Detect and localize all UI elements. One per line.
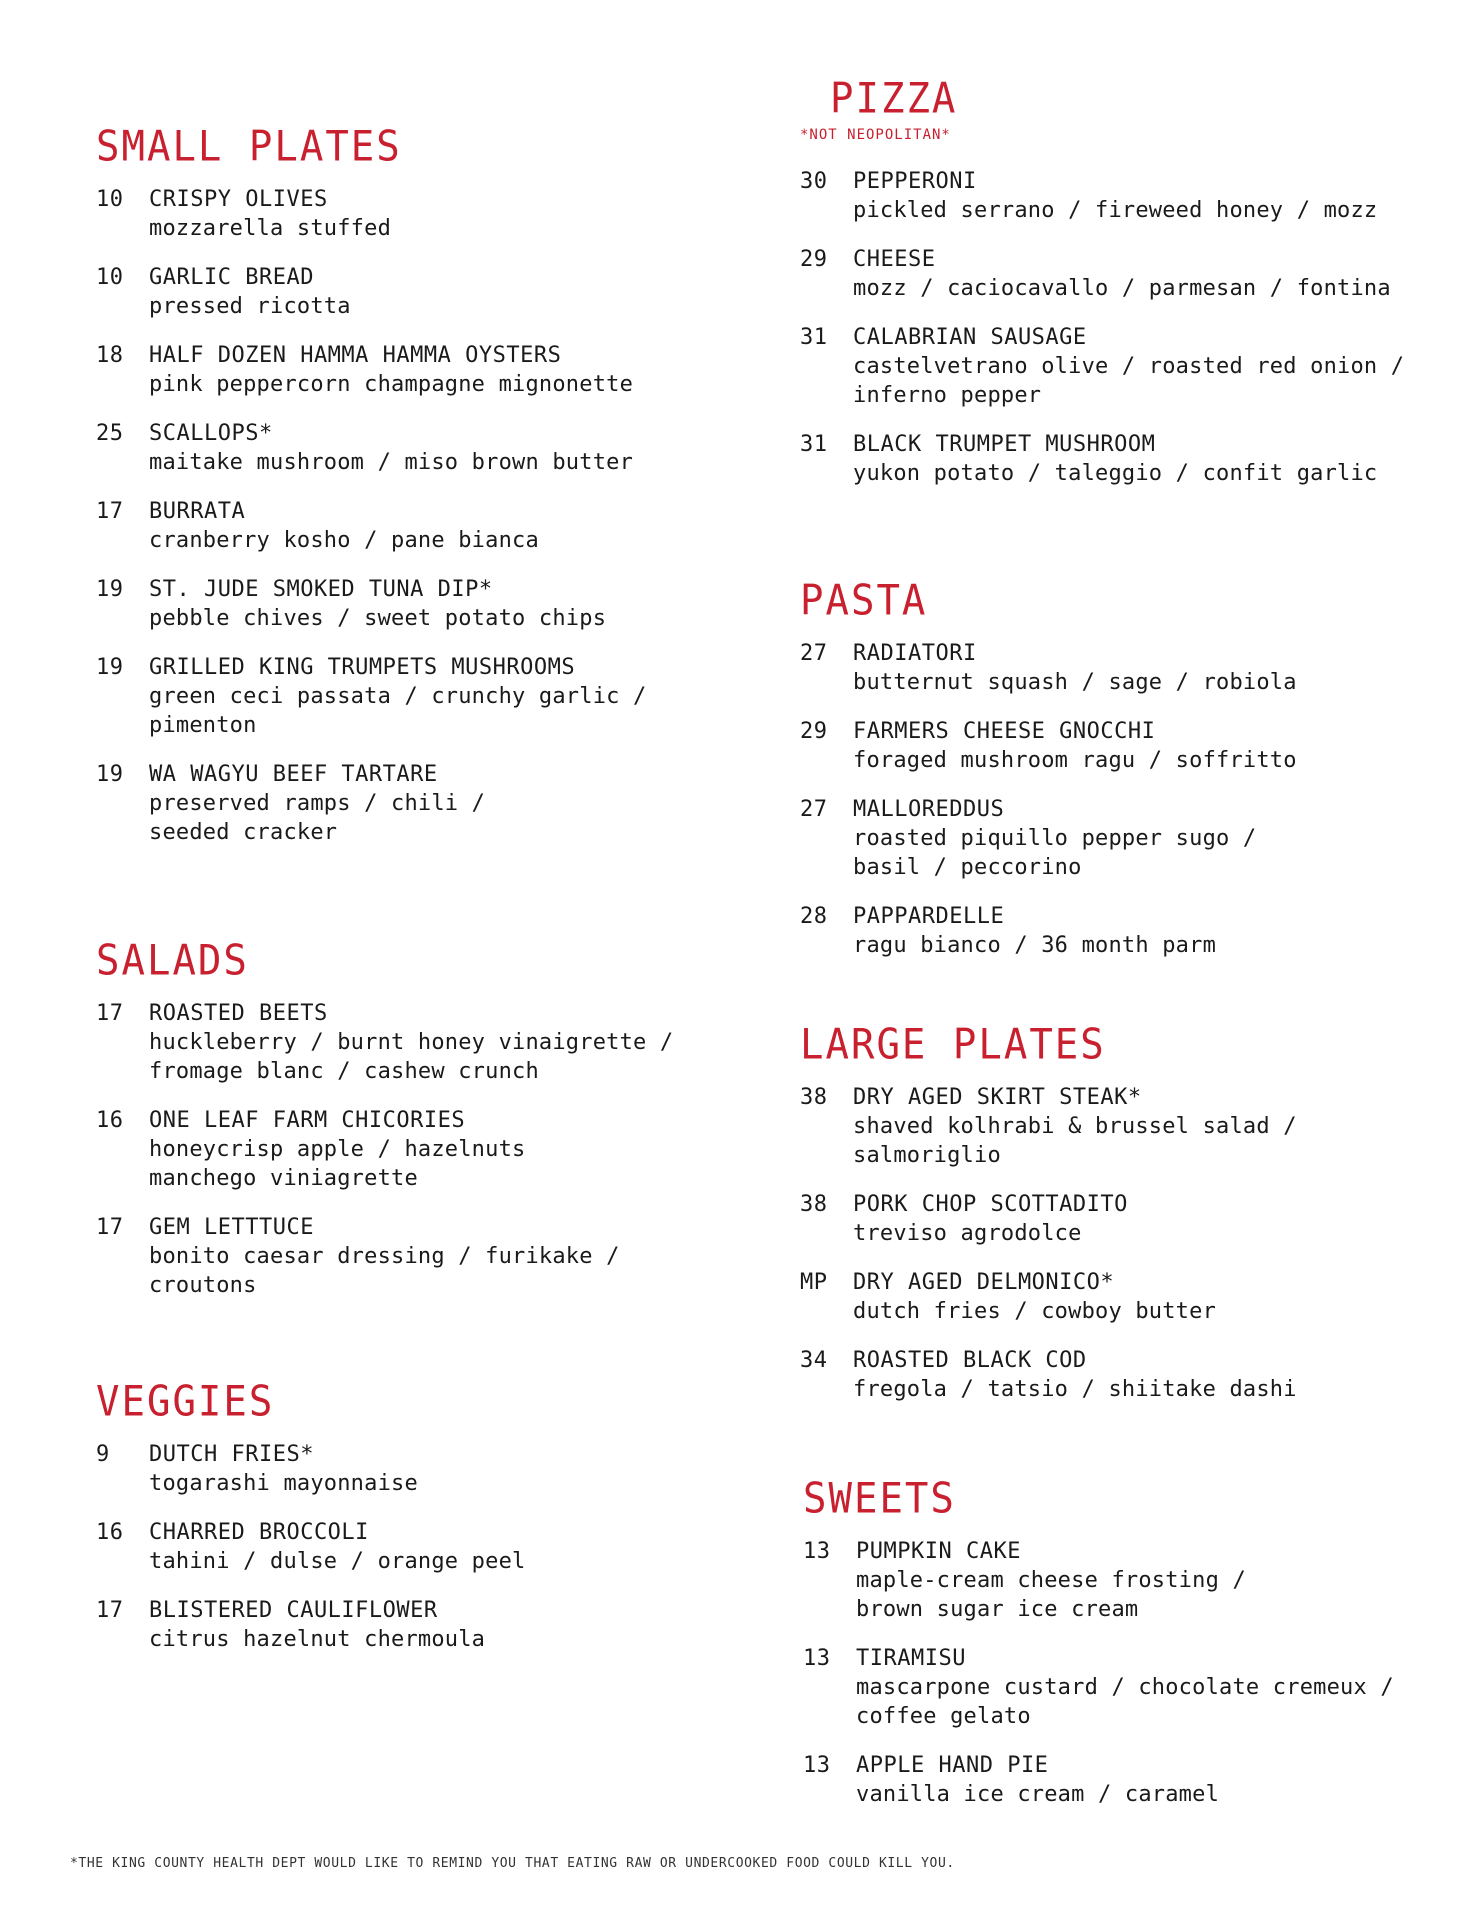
item-price: 19 [96,577,124,602]
item-name: CRISPY OLIVES [149,187,328,212]
item-price: 17 [96,499,124,524]
item-name: GARLIC BREAD [149,265,314,290]
item-body [853,902,1440,960]
item-description: pebble chives / sweet potato chips [149,606,607,631]
item-description-line-2: basil / peccorino [853,855,1082,880]
menu-list [800,167,1440,488]
item-body [853,639,1440,697]
item-body [149,999,716,1086]
item-price: 10 [96,187,124,212]
item-name: PORK CHOP SCOTTADITO [853,1192,1128,1217]
item-description-line-2: manchego viniagrette [149,1166,418,1191]
item-name: GEM LETTTUCE [149,1215,314,1240]
menu-item [800,245,1440,303]
item-description: honeycrisp apple / hazelnuts [149,1137,526,1162]
item-price: 16 [96,1108,124,1133]
item-body [856,1644,1443,1731]
item-body [149,1106,716,1193]
item-price: 17 [96,1001,124,1026]
item-price: 19 [96,762,124,787]
menu-list [800,1083,1440,1404]
item-price: 34 [800,1348,828,1373]
menu-item [96,185,716,243]
item-price: 38 [800,1085,828,1110]
item-description: mozzarella stuffed [149,216,392,241]
item-description: maple-cream cheese frosting / [856,1568,1246,1593]
item-name: GRILLED KING TRUMPETS MUSHROOMS [149,655,576,680]
section-large-plates [800,1020,1440,1424]
menu-item [96,341,716,399]
item-price: MP [800,1270,828,1295]
item-name: ROASTED BLACK COD [853,1348,1087,1373]
item-name: WA WAGYU BEEF TARTARE [149,762,438,787]
menu-item [96,263,716,321]
menu-item [96,1440,716,1498]
menu-item [96,760,716,847]
menu-item [96,1213,716,1300]
item-description: bonito caesar dressing / furikake / [149,1244,620,1269]
item-name: DUTCH FRIES* [149,1442,314,1467]
item-body [853,1346,1440,1404]
item-description: castelvetrano olive / roasted red onion / [853,354,1405,379]
item-description: tahini / dulse / orange peel [149,1549,526,1574]
item-body [853,245,1440,303]
item-description: green ceci passata / crunchy garlic / [149,684,647,709]
item-description-line-2: fromage blanc / cashew crunch [149,1059,539,1084]
item-description: fregola / tatsio / shiitake dashi [853,1377,1297,1402]
item-description: roasted piquillo pepper sugo / [853,826,1257,851]
menu-item [800,1190,1440,1248]
section-pizza [800,74,1440,508]
item-price: 29 [800,719,828,744]
menu-item [800,639,1440,697]
item-name: CHEESE [853,247,936,272]
item-description-line-2: croutons [149,1273,257,1298]
item-description: preserved ramps / chili / [149,791,486,816]
section-sweets [803,1474,1443,1829]
item-description: mozz / caciocavallo / parmesan / fontina [853,276,1391,301]
item-description: ragu bianco / 36 month parm [853,933,1217,958]
item-name: PAPPARDELLE [853,904,1005,929]
item-body [149,185,716,243]
menu-item [800,323,1440,410]
item-name: RADIATORI [853,641,977,666]
item-price: 17 [96,1215,124,1240]
item-name: BLACK TRUMPET MUSHROOM [853,432,1156,457]
item-price: 28 [800,904,828,929]
section-pasta [800,576,1440,980]
menu-item [96,1106,716,1193]
item-description: maitake mushroom / miso brown butter [149,450,634,475]
menu-list [800,639,1440,960]
item-body [853,323,1440,410]
item-price: 27 [800,641,828,666]
item-price: 16 [96,1520,124,1545]
item-price: 31 [800,432,828,457]
menu-list [96,185,716,847]
item-price: 30 [800,169,828,194]
item-description-line-2: salmoriglio [853,1143,1001,1168]
item-body [149,575,716,633]
item-body [856,1751,1443,1809]
item-body [149,341,716,399]
item-body [853,717,1440,775]
item-name: PEPPERONI [853,169,977,194]
item-name: ROASTED BEETS [149,1001,328,1026]
item-body [149,653,716,740]
item-price: 13 [803,1753,831,1778]
item-price: 29 [800,247,828,272]
item-name: FARMERS CHEESE GNOCCHI [853,719,1156,744]
section-title: LARGE PLATES [800,1020,1106,1070]
item-name: MALLOREDDUS [853,797,1005,822]
item-description: pink peppercorn champagne mignonette [149,372,634,397]
item-body [149,760,716,847]
item-description: treviso agrodolce [853,1221,1082,1246]
item-body [149,1213,716,1300]
item-description: cranberry kosho / pane bianca [149,528,539,553]
menu-item [96,497,716,555]
item-price: 27 [800,797,828,822]
menu-item [800,717,1440,775]
menu-item [800,1083,1440,1170]
section-veggies [96,1377,716,1674]
item-description-line-2: seeded cracker [149,820,338,845]
item-description: pressed ricotta [149,294,351,319]
item-name: ONE LEAF FARM CHICORIES [149,1108,466,1133]
item-price: 9 [96,1442,110,1467]
item-body [853,430,1440,488]
item-description: butternut squash / sage / robiola [853,670,1297,695]
item-body [853,1083,1440,1170]
section-title: SALADS [96,936,249,986]
item-name: PUMPKIN CAKE [856,1539,1021,1564]
item-description: huckleberry / burnt honey vinaigrette / [149,1030,674,1055]
menu-item [800,1268,1440,1326]
section-title: PIZZA [830,74,958,124]
menu-list [96,1440,716,1654]
menu-item [800,167,1440,225]
menu-item [800,1346,1440,1404]
menu-item [96,653,716,740]
item-name: DRY AGED SKIRT STEAK* [853,1085,1142,1110]
menu-item [800,902,1440,960]
item-body [853,795,1440,882]
item-name: HALF DOZEN HAMMA HAMMA OYSTERS [149,343,562,368]
item-name: BLISTERED CAULIFLOWER [149,1598,438,1623]
item-body [149,263,716,321]
item-price: 38 [800,1192,828,1217]
menu-item [803,1644,1443,1731]
menu-item [803,1751,1443,1809]
menu-item [800,430,1440,488]
menu-item [803,1537,1443,1624]
section-title: SMALL PLATES [96,122,402,172]
item-name: ST. JUDE SMOKED TUNA DIP* [149,577,493,602]
item-description: shaved kolhrabi & brussel salad / [853,1114,1297,1139]
item-description-line-2: brown sugar ice cream [856,1597,1139,1622]
item-body [149,419,716,477]
section-title: PASTA [800,576,928,626]
item-body [853,167,1440,225]
menu-item [96,1518,716,1576]
section-title: SWEETS [803,1474,956,1524]
menu-list [803,1537,1443,1809]
item-body [149,1518,716,1576]
item-price: 10 [96,265,124,290]
item-name: SCALLOPS* [149,421,273,446]
menu-list [96,999,716,1300]
item-description: dutch fries / cowboy butter [853,1299,1217,1324]
section-small-plates [96,122,716,867]
item-price: 31 [800,325,828,350]
item-name: CHARRED BROCCOLI [149,1520,369,1545]
item-description-line-2: inferno pepper [853,383,1042,408]
item-price: 18 [96,343,124,368]
menu-item [96,1596,716,1654]
item-description-line-2: pimenton [149,713,257,738]
item-body [149,1440,716,1498]
item-description: vanilla ice cream / caramel [856,1782,1220,1807]
item-description: pickled serrano / fireweed honey / mozz [853,198,1378,223]
item-price: 17 [96,1598,124,1623]
item-price: 19 [96,655,124,680]
item-name: BURRATA [149,499,246,524]
menu-item [96,575,716,633]
item-body [149,1596,716,1654]
item-body [149,497,716,555]
item-name: DRY AGED DELMONICO* [853,1270,1115,1295]
menu-item [96,999,716,1086]
item-price: 13 [803,1539,831,1564]
item-body [853,1190,1440,1248]
section-salads [96,936,716,1320]
item-body [856,1537,1443,1624]
section-note: *NOT NEOPOLITAN* [800,127,951,143]
menu-item [800,795,1440,882]
item-description: foraged mushroom ragu / soffritto [853,748,1297,773]
item-body [853,1268,1440,1326]
item-description: yukon potato / taleggio / confit garlic [853,461,1378,486]
item-description: togarashi mayonnaise [149,1471,418,1496]
item-name: TIRAMISU [856,1646,966,1671]
item-name: CALABRIAN SAUSAGE [853,325,1087,350]
menu-item [96,419,716,477]
item-price: 25 [96,421,124,446]
section-title: VEGGIES [96,1377,275,1427]
item-price: 13 [803,1646,831,1671]
item-description-line-2: coffee gelato [856,1704,1031,1729]
health-footnote: *THE KING COUNTY HEALTH DEPT WOULD LIKE TO REMIND YOU THAT EATING RAW OR UNDERCOOKED FOOD COULD KILL YOU. [70,1856,955,1871]
item-description: mascarpone custard / chocolate cremeux / [856,1675,1394,1700]
item-description: citrus hazelnut chermoula [149,1627,486,1652]
item-name: APPLE HAND PIE [856,1753,1049,1778]
